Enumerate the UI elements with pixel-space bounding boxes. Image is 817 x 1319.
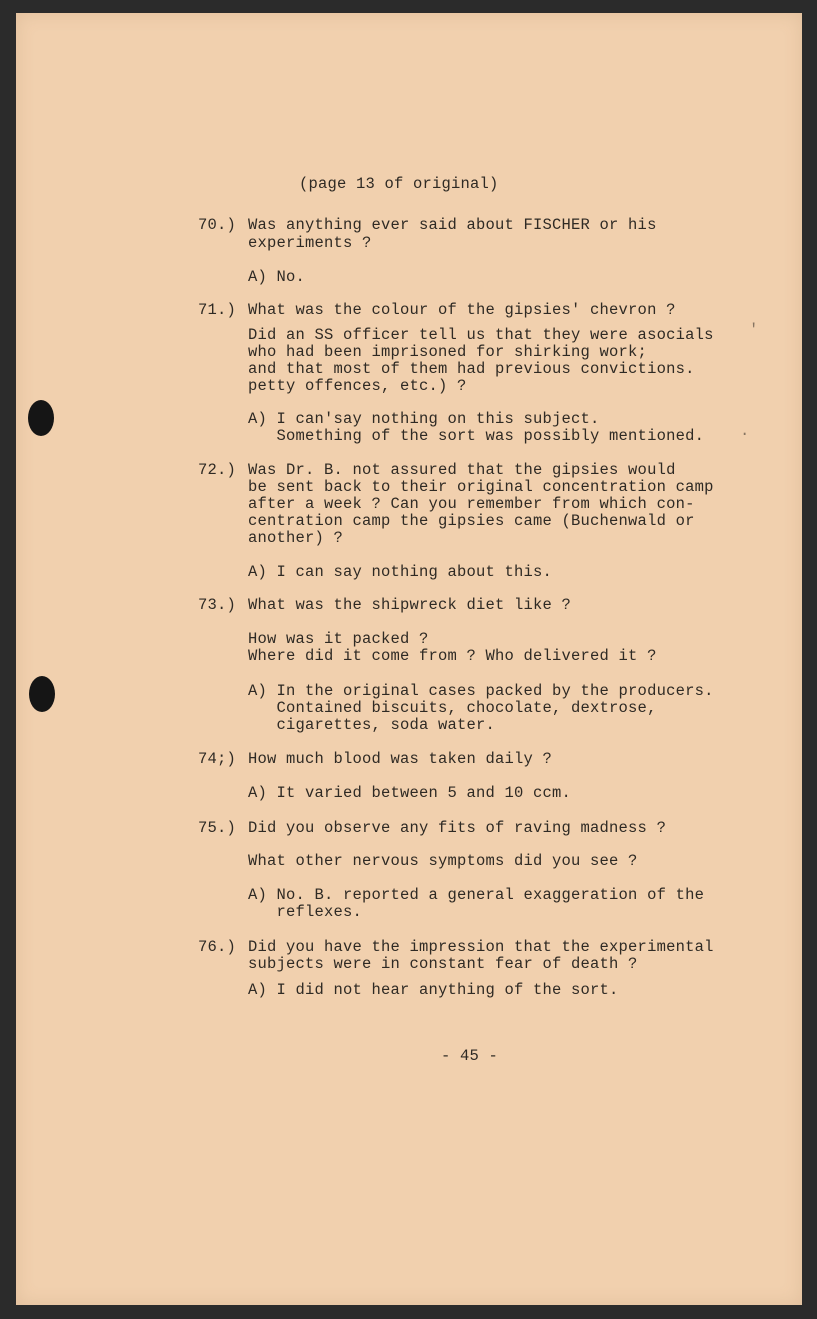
answer-line: A) No. B. reported a general exaggeration of the <box>248 886 705 904</box>
item-number: 73.) <box>198 596 237 614</box>
answer-line: A) I did not hear anything of the sort. <box>248 981 619 999</box>
question-line: Did you have the impression that the experimental <box>248 938 714 956</box>
question-line: What was the colour of the gipsies' chevron ? <box>248 301 676 319</box>
item-number: 76.) <box>198 938 237 956</box>
answer-line: A) I can say nothing about this. <box>248 563 553 581</box>
question-line: experiments ? <box>248 234 372 252</box>
answer-line: reflexes. <box>248 903 363 921</box>
question-line: after a week ? Can you remember from which con- <box>248 495 695 513</box>
punch-hole <box>28 400 54 436</box>
punch-hole <box>29 676 55 712</box>
pencil-mark: ' <box>749 321 759 339</box>
question-line: Was Dr. B. not assured that the gipsies would <box>248 461 676 479</box>
item-number: 75.) <box>198 819 237 837</box>
answer-line: A) It varied between 5 and 10 ccm. <box>248 784 572 802</box>
pencil-mark: · <box>740 425 750 443</box>
answer-line: cigarettes, soda water. <box>248 716 496 734</box>
question-line: who had been imprisoned for shirking work; <box>248 343 648 361</box>
question-line: Did you observe any fits of raving madness ? <box>248 819 667 837</box>
question-line: and that most of them had previous convictions. <box>248 360 695 378</box>
question-line: What was the shipwreck diet like ? <box>248 596 572 614</box>
answer-line: A) In the original cases packed by the producers. <box>248 682 714 700</box>
question-line: petty offences, etc.) ? <box>248 377 467 395</box>
question-line: be sent back to their original concentration camp <box>248 478 714 496</box>
question-line: centration camp the gipsies came (Buchenwald or <box>248 512 695 530</box>
page-footer: - 45 - <box>441 1047 499 1065</box>
question-line: subjects were in constant fear of death ? <box>248 955 638 973</box>
question-line: How much blood was taken daily ? <box>248 750 553 768</box>
item-number: 72.) <box>198 461 237 479</box>
answer-line: A) No. <box>248 268 306 286</box>
question-line: Did an SS officer tell us that they were asocials <box>248 326 714 344</box>
question-line: another) ? <box>248 529 344 547</box>
page-header: (page 13 of original) <box>299 175 499 193</box>
item-number: 74;) <box>198 750 237 768</box>
question-line: What other nervous symptoms did you see ? <box>248 852 638 870</box>
answer-line: Contained biscuits, chocolate, dextrose, <box>248 699 657 717</box>
question-line: How was it packed ? <box>248 630 429 648</box>
question-line: Where did it come from ? Who delivered it ? <box>248 647 657 665</box>
answer-line: A) I can'say nothing on this subject. <box>248 410 600 428</box>
question-line: Was anything ever said about FISCHER or his <box>248 216 657 234</box>
item-number: 70.) <box>198 216 237 234</box>
item-number: 71.) <box>198 301 237 319</box>
answer-line: Something of the sort was possibly mentioned. <box>248 427 705 445</box>
